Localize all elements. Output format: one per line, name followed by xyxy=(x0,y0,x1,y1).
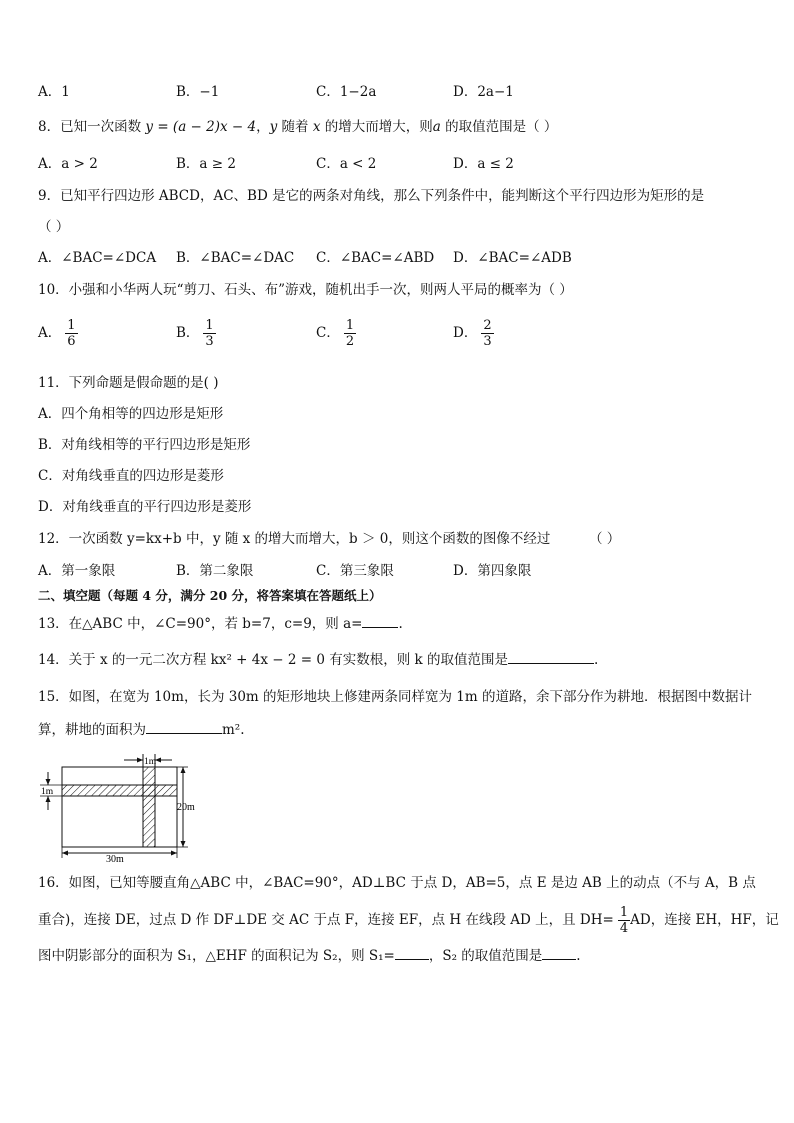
q10-option-c-fraction xyxy=(344,318,356,349)
q8-number: 8．已知一次函数 xyxy=(38,119,142,135)
label-top-1m: 1m xyxy=(144,757,157,767)
q8-x: x xyxy=(312,119,321,135)
q16-line1: 16．如图，已知等腰直角△ABC 中，∠BAC=90°，AD⊥BC 于点 D，AB=5，点 E 是边 AB 上的动点（不与 A，B 点 xyxy=(38,875,756,891)
q14-period: . xyxy=(594,652,599,668)
q8-option-d: D．a ≤ 2 xyxy=(453,156,514,172)
q10-option-d-label: D． xyxy=(453,325,478,341)
q10-option-a-label: A． xyxy=(38,325,62,341)
q10-option-b-label: B． xyxy=(176,325,200,341)
q8-comma: ， xyxy=(256,119,270,135)
q8-stem xyxy=(38,118,557,136)
q15-unit: m². xyxy=(222,722,245,738)
q15-answer-blank xyxy=(146,719,222,734)
q16-line2 xyxy=(38,905,779,936)
q10-option-a-fraction xyxy=(65,318,77,349)
label-bottom-30m: 30m xyxy=(106,854,124,862)
fraction-numerator: 1 xyxy=(205,318,214,333)
fraction-denominator: 2 xyxy=(345,334,355,349)
horizontal-road xyxy=(62,785,177,796)
q14 xyxy=(38,649,598,669)
q11-option-c: C．对角线垂直的四边形是菱形 xyxy=(38,468,224,484)
q13-period: . xyxy=(398,616,403,632)
fraction-denominator: 6 xyxy=(67,334,76,349)
q12-option-c: C．第三象限 xyxy=(316,563,394,579)
q16-answer-blank-s1 xyxy=(395,945,429,960)
q10-option-d xyxy=(453,318,494,349)
q10-option-b xyxy=(176,318,216,349)
q12-stem: 12．一次函数 y=kx+b 中，y 随 x 的增大而增大，b ＞ 0，则这个函数的图像不经过 xyxy=(38,531,551,547)
q12-option-a: A．第一象限 xyxy=(38,563,116,579)
q16-fraction xyxy=(618,905,630,936)
q7-option-a: A．1 xyxy=(38,84,70,100)
q16-line3-text-b: ，S₂ 的取值范围是 xyxy=(428,948,543,964)
q16-answer-blank-s2 xyxy=(542,945,576,960)
q14-answer-blank xyxy=(508,649,594,664)
fraction-denominator: 4 xyxy=(619,921,629,936)
q9-option-b: B．∠BAC=∠DAC xyxy=(176,250,295,266)
q8-text4: 的取值范围是（ ） xyxy=(440,119,558,135)
q8-option-b: B．a ≥ 2 xyxy=(176,156,236,172)
label-right-20m: 20m xyxy=(177,802,195,813)
q16-line3 xyxy=(38,945,581,965)
q8-formula-rhs: = (a − 2)x − 4 xyxy=(157,119,257,135)
q15-line2 xyxy=(38,719,245,739)
q9-paren: （ ） xyxy=(38,219,70,235)
fraction-numerator: 1 xyxy=(345,318,355,333)
q11-option-a: A．四个角相等的四边形是矩形 xyxy=(38,406,224,422)
q16-line2-text-a: 重合)，连接 DE，过点 D 作 DF⊥DE 交 AC 于点 F，连接 EF，点 H 在线段 AD 上，且 DH= xyxy=(38,912,614,928)
q15-line1: 15．如图，在宽为 10m，长为 30m 的矩形地块上修建两条同样宽为 1m 的道路，余下部分作为耕地．根据图中数据计 xyxy=(38,689,752,705)
q10-option-b-fraction xyxy=(203,318,215,349)
fraction-numerator: 2 xyxy=(483,318,492,333)
fraction-denominator: 3 xyxy=(483,334,492,349)
q7-option-b: B．−1 xyxy=(176,84,220,100)
q13 xyxy=(38,613,403,633)
q7-option-d: D．2a−1 xyxy=(453,84,514,100)
section-heading-fill-in: 二、填空题（每题 4 分，满分 20 分，将答案填在答题纸上） xyxy=(38,588,382,603)
field-rectangle xyxy=(62,767,177,847)
q13-text: 13．在△ABC 中，∠C=90°，若 b=7，c=9，则 a= xyxy=(38,616,363,632)
q8-formula-lhs: y xyxy=(145,119,154,135)
q10-option-c-label: C． xyxy=(316,325,340,341)
q11-option-b: B．对角线相等的平行四边形是矩形 xyxy=(38,437,251,453)
q12-paren: （ ） xyxy=(589,531,621,547)
vertical-road xyxy=(143,767,155,847)
q7-option-c: C．1−2a xyxy=(316,84,377,100)
fraction-denominator: 3 xyxy=(205,334,214,349)
q8-option-c: C．a < 2 xyxy=(316,156,377,172)
q13-answer-blank xyxy=(362,613,398,628)
field-road-diagram xyxy=(36,752,216,862)
q16-period: . xyxy=(576,948,581,964)
q10-option-d-fraction xyxy=(481,318,493,349)
fraction-numerator: 1 xyxy=(619,905,629,920)
fraction-numerator: 1 xyxy=(67,318,76,333)
q8-a: a xyxy=(432,119,441,135)
q10-option-a xyxy=(38,318,78,349)
q9-stem: 9．已知平行四边形 ABCD，AC、BD 是它的两条对角线，那么下列条件中，能判断这个平行四边形为矩形的是 xyxy=(38,188,705,204)
q8-text3: 的增大而增大，则 xyxy=(320,119,433,135)
q10-option-c xyxy=(316,318,356,349)
q8-text2: 随着 xyxy=(277,119,313,135)
q12-option-d: D．第四象限 xyxy=(453,563,532,579)
q14-text: 14．关于 x 的一元二次方程 kx² + 4x − 2 = 0 有实数根，则 k 的取值范围是 xyxy=(38,652,508,668)
q9-option-a: A．∠BAC=∠DCA xyxy=(38,250,157,266)
q9-option-c: C．∠BAC=∠ABD xyxy=(316,250,435,266)
q16-line3-text-a: 图中阴影部分的面积为 S₁，△EHF 的面积记为 S₂，则 S₁= xyxy=(38,948,395,964)
q9-option-d: D．∠BAC=∠ADB xyxy=(453,250,572,266)
q11-stem: 11．下列命题是假命题的是( ) xyxy=(38,375,219,391)
q8-y: y xyxy=(269,119,278,135)
q8-option-a: A．a > 2 xyxy=(38,156,98,172)
q11-option-d: D．对角线垂直的平行四边形是菱形 xyxy=(38,499,252,515)
q10-stem: 10．小强和小华两人玩“剪刀、石头、布”游戏，随机出手一次，则两人平局的概率为（ ） xyxy=(38,282,573,298)
q15-line2-text: 算，耕地的面积为 xyxy=(38,722,146,738)
label-left-1m: 1m xyxy=(41,787,54,797)
q16-line2-text-b: AD，连接 EH，HF，记 xyxy=(630,912,779,928)
q12-option-b: B．第二象限 xyxy=(176,563,254,579)
